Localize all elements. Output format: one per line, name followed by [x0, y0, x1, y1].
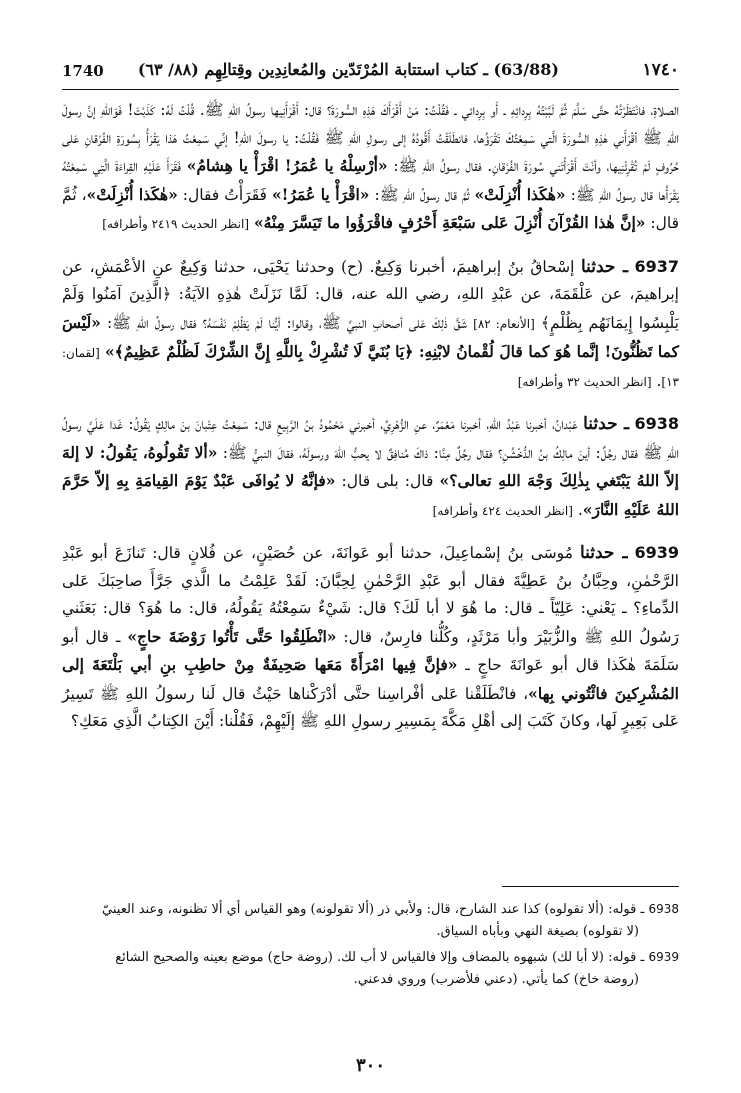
footnotes — [62, 898, 679, 994]
hadith-6937: 6937 ـ حدثنا إسْحاقُ بنُ إبراهيمَ، أخبرنا وَكِيعٌ. (ح) وحدثنا يَحْيَى، حدثنا وَكِيعٌ عنِ الأعْمَشِ، عن إبراهيمَ، عن عَلْقَمَةَ، عن عَبْدِ اللهِ، رضي الله عنه، قال: لَمَّا نَزَلَتْ هٰذِهِ الآيَةُ: ﴿الَّذِينَ آمَنُوا وَلَمْ يَلْبِسُوا إِيمَانَهُم بِظُلْمٍ﴾ [الأنعام: ٨٢] شَقَّ ذٰلِكَ عَلى أصحابِ النبيِّ ﷺ، وقالوا: أيُّنا لَمْ يَظْلِمْ نَفْسَهُ؟ فقال رسولُ اللهِ ﷺ: «لَيْسَ كما تَظُنُّونَ! إنَّما هُوَ كما قالَ لُقْمانُ لابْنِهِ: ﴿يَا بُنَيَّ لَا تُشْرِكْ بِاللَّهِ إِنَّ الشِّرْكَ لَظُلْمٌ عَظِيمٌ﴾» [لقمان: ١٣]. [انظر الحديث ٣٢ وأطرافه] — [62, 256, 679, 390]
hadith-6939: 6939 ـ حدثنا مُوسَى بنُ إسْماعِيلَ، حدثنا أبو عَوانَةَ، عن حُصَيْنٍ، عن فُلانٍ قال: تَنازَعَ أبو عَبْدِ الرَّحْمٰنِ، وحِبَّانُ بنُ عَطِيَّةَ فقال أبو عَبْدِ الرَّحْمٰنِ لِحِبَّانَ: لَقَدْ عَلِمْتُ ما الَّذي جَرَّأَ صاحِبَكَ عَلى الدِّماءِ؟ ـ يَعْني: عَلِيّاً ـ قال: ما هُوَ لا أبا لَكَ؟ قال: شَيْءٌ سَمِعْتُهُ يَقُولُهُ، قال: ما هُوَ؟ قال: بَعَثَني رَسُولُ اللهِ ﷺ والزُّبَيْرَ وأبا مَرْثَدٍ، وكُلُّنا فارِسٌ، قال: «انْطَلِقُوا حَتَّى تَأْتُوا رَوْضَةَ حاجٍ» ـ قال أبو سَلَمَةَ هٰكَذا قال أبو عَوانَةَ حاجٍ ـ «فإنَّ فِيها امْرَأَةً مَعَها صَحِيفَةٌ مِنْ حاطِبِ بنِ أبي بَلْتَعَةَ إلى المُشْرِكينَ فائْتُوني بِها»، فانْطَلَقْنا عَلى أفْراسِنا حتَّى أدْرَكْناها حَيْثُ قال لَنا رسولُ اللهِ ﷺ تَسِيرُ عَلى بَعِيرٍ لَها، وكانَ كَتَبَ إلى أهْلِ مَكَّةَ بِمَسِيرِ رسولِ اللهِ ﷺ إلَيْهِمْ، فَقُلْنا: أَيْنَ الكِتابُ الَّذِي مَعَكِ؟ — [62, 543, 679, 730]
footnote-rule — [502, 886, 679, 887]
page-number-latin: 1740 — [62, 62, 104, 80]
page-number-arabic: ١٧٤٠ — [642, 60, 679, 80]
page-footer-number: ٣٠٠ — [355, 1055, 385, 1076]
hadith-label: حدثنا — [580, 256, 616, 277]
hadith-6938: 6938 ـ حدثنا عَبْدانُ، أخبرنا عَبْدُ اللهِ، أخبرنا مَعْمَرٌ، عنِ الزُّهْرِيِّ، أخبرني مَحْمُودُ بنُ الرَّبِيعِ قال: سَمِعْتُ عِتْبانَ بنَ مالِكٍ يَقُولُ: غَدا عَلَيَّ رسولُ اللهِ ﷺ فقال رجُلٌ: أينَ مالِكُ بنُ الدُّخْشُنِ؟ فقال رجُلٌ مِنَّا: ذاكَ مُنافِقٌ لا يحبُّ اللهَ ورسولَهُ، فقالَ النبيُّ ﷺ: «ألا تَقُولُوهُ، يَقُولُ: لا إلهَ إلاّ اللهُ يَبْتَغي بِذٰلِكَ وَجْهَ اللهِ تعالى؟» قال: بلى قال: «فإنَّهُ لا يُوافَى عَبْدٌ يَوْمَ القِيامَةِ بِهِ إلاّ حَرَّمَ اللهُ عَلَيْهِ النَّارَ». [انظر الحديث ٤٢٤ وأطرافه] — [62, 414, 679, 519]
chapter-title: (63/88) ـ كتاب استتابة المُرْتَدّين والمُعانِدِين وقِتالِهِم (٨٨/ ٦٣) — [137, 60, 559, 79]
intro-paragraph: الصلاةِ، فانْتَظَرْتُهُ حتَّى سَلَّمَ ثُمَّ لَبَّبْتُهُ بِرِدائِهِ ـ أَو بِرِدائي ـ فَقُلْتُ: مَنْ أَقْرَأَكَ هَذِهِ السُّورَةَ؟ قال: أَقْرَأَنِيها رسولُ اللهِ ﷺ. قُلْتُ لَهُ: كَذَبْتَ! فَوَاللهِ إنَّ رسولَ اللهِ ﷺ أقْرَأَني هٰذِهِ السُّورَةَ الَّتي سَمِعْتُكَ تَقْرَؤُها، فانطَلَقْتُ أَقُودُهُ إلى رسولِ اللهِ ﷺ فَقُلْتُ: يا رسولَ اللهِ! إنِّي سَمِعْتُ هَذا يَقْرَأُ بِسُورَةِ الفُرْقانِ عَلى حُرُوفٍ لَمْ تُقْرِئْنِيها، وأنْتَ أَقْرَأْتَني سُورَةَ الفُرْقانِ. فقال رسولُ اللهِ ﷺ: «أرْسِلْهُ يا عُمَرُ! اقْرَأْ يا هِشامُ» فَقَرَأَ عَلَيْهِ القِراءَةَ الَّتِي سَمِعْتُهُ يَقْرَأُها قال رسولُ اللهِ ﷺ: «هٰكَذا أُنْزِلَتْ» ثُمَّ قال رسولُ اللهِ ﷺ: «اقْرَأْ يا عُمَرُ!» فَقَرَأْتُ فقال: «هٰكَذا أُنْزِلَتْ»، ثُمَّ قال: «إنَّ هٰذا القُرْآنَ أُنْزِلَ عَلى سَبْعَةِ أَحْرُفٍ فاقْرَؤُوا ما تَيَسَّرَ مِنْهُ» [انظر الحديث ٢٤١٩ وأطرافه] — [62, 101, 679, 232]
main-text — [62, 97, 679, 736]
footnote-6939: 6939 ـ قوله: (لا أبا لك) شبهوه بالمضاف وإلا فالقياس لا أب لك. (روضة حاج) موضع بعينه والصحيح الشائع (روضة خاخ) كما يأتي. (دعني فلأضرب) وروي فدعني. — [115, 950, 679, 987]
running-header — [62, 52, 679, 90]
hadith-number: 6939 — [634, 543, 679, 562]
hadith-number: 6938 — [634, 414, 679, 433]
footnote-6938: 6938 ـ قوله: (ألا تقولوه) كذا عند الشارح، قال: ولأبي ذر (ألا تقولونه) وهو القياس أي ألا تظنونه، وعند العينيّ (لا تقولوه) بصيغة النهي وبأباه السياق. — [102, 902, 679, 939]
hadith-number: 6937 — [634, 256, 679, 276]
header-rule — [62, 89, 679, 90]
hadith-label: حدثنا — [583, 414, 618, 434]
cross-reference: [انظر الحديث ٣٢ وأطرافه] — [517, 374, 652, 389]
hadith-label: حدثنا — [579, 543, 615, 563]
cross-reference: [انظر الحديث ٢٤١٩ وأطرافه] — [102, 217, 249, 231]
cross-reference: [انظر الحديث ٤٢٤ وأطرافه] — [432, 503, 573, 518]
